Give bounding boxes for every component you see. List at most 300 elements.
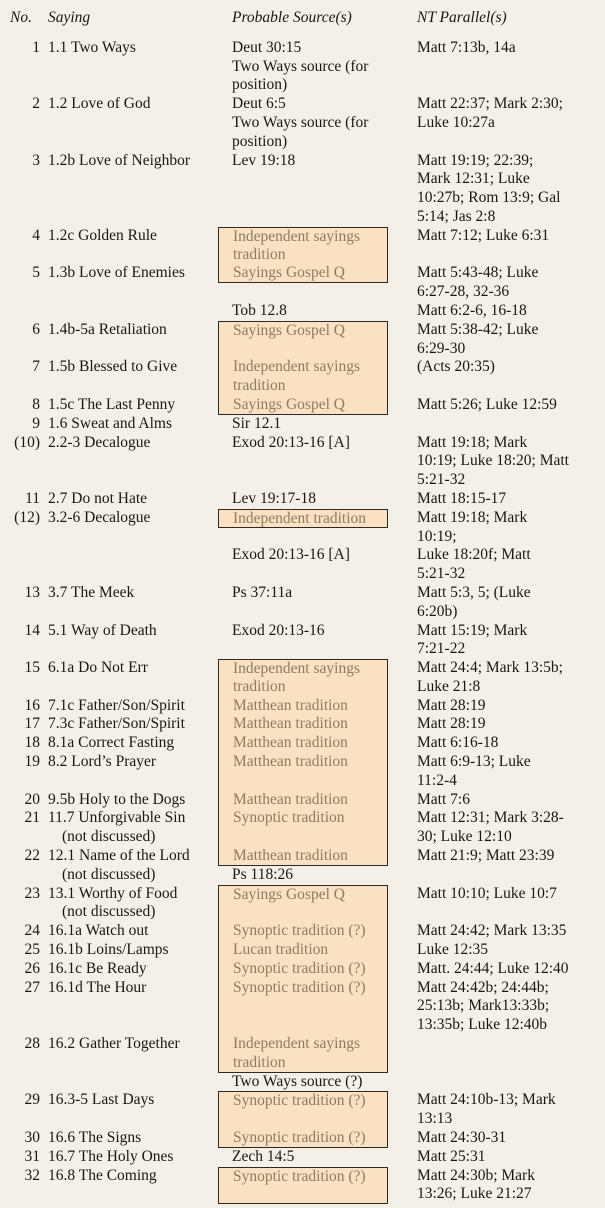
nt-parallel-line xyxy=(388,58,605,77)
nt-parallel-cell xyxy=(388,434,605,490)
nt-parallel-line: Matt 25:31 xyxy=(417,1147,486,1165)
source-cell xyxy=(218,1091,388,1129)
no-value xyxy=(8,828,48,847)
source-cell xyxy=(218,809,388,847)
saying-cell xyxy=(48,715,218,734)
saying-cell xyxy=(48,941,218,960)
source-line: Synoptic tradition (?) xyxy=(218,960,388,979)
nt-parallel-line xyxy=(388,1073,605,1092)
nt-parallel-line: 5:14; Jas 2:8 xyxy=(417,207,496,225)
source-line: Zech 14:5 xyxy=(232,1147,295,1165)
no-value xyxy=(8,302,48,321)
nt-parallel-line: Matt 24:30-31 xyxy=(417,1129,507,1147)
nt-parallel-line xyxy=(388,1054,605,1073)
source-line xyxy=(218,1185,388,1204)
nt-parallel-cell xyxy=(388,847,605,885)
no-cell xyxy=(8,1035,48,1073)
source-cell xyxy=(218,697,388,716)
source-line: tradition xyxy=(218,678,388,697)
source-line: position) xyxy=(232,132,288,150)
nt-parallel-line: 10:19; xyxy=(417,527,457,545)
source-line: tradition xyxy=(218,377,388,396)
nt-parallel-cell xyxy=(388,264,605,302)
source-line xyxy=(218,283,388,302)
source-cell xyxy=(218,415,388,434)
saying-line: 16.1d The Hour xyxy=(48,978,147,996)
table-row xyxy=(8,434,605,490)
nt-parallel-cell xyxy=(388,622,605,660)
source-line xyxy=(218,1110,388,1129)
saying-line: 2.7 Do not Hate xyxy=(48,489,148,507)
source-line xyxy=(218,170,388,189)
nt-parallel-line: Matt 24:42; Mark 13:35 xyxy=(417,922,567,940)
no-value xyxy=(8,377,48,396)
table-row xyxy=(8,321,605,359)
source-cell xyxy=(218,490,388,509)
saying-line: 1.4b-5a Retaliation xyxy=(48,320,167,338)
saying-line: 16.2 Gather Together xyxy=(48,1035,180,1053)
no-cell xyxy=(8,302,48,321)
nt-parallel-line: Matt 24:42b; 24:44b; xyxy=(417,978,549,996)
no-value xyxy=(8,58,48,77)
nt-parallel-line xyxy=(388,903,605,922)
table-row xyxy=(8,584,605,622)
source-line: Exod 20:13-16 [A] xyxy=(232,433,350,451)
no-value xyxy=(8,471,48,490)
saying-line xyxy=(48,452,218,471)
saying-cell xyxy=(48,1148,218,1167)
source-cell xyxy=(218,622,388,660)
no-cell xyxy=(8,490,48,509)
source-cell xyxy=(218,396,388,415)
saying-cell xyxy=(48,264,218,302)
no-cell xyxy=(8,1167,48,1205)
table-row xyxy=(8,847,605,885)
no-value: 2 xyxy=(32,95,40,113)
saying-cell xyxy=(48,584,218,622)
no-value xyxy=(8,452,48,471)
nt-parallel-cell xyxy=(388,734,605,753)
source-cell xyxy=(218,960,388,979)
source-line: Synoptic tradition (?) xyxy=(218,922,388,941)
nt-parallel-line: Matt 19:18; Mark xyxy=(417,508,528,526)
no-value xyxy=(8,866,48,885)
source-line: tradition xyxy=(218,1054,388,1073)
nt-parallel-cell xyxy=(388,302,605,321)
saying-line: 16.1c Be Ready xyxy=(48,959,147,977)
table-row xyxy=(8,1073,605,1092)
source-cell xyxy=(218,1035,388,1073)
no-value: 29 xyxy=(24,1091,40,1109)
no-value xyxy=(8,208,48,227)
nt-parallel-line: Matt 6:2-6, 16-18 xyxy=(417,301,527,319)
nt-parallel-cell xyxy=(388,415,605,434)
source-cell xyxy=(218,264,388,302)
no-cell xyxy=(8,1129,48,1148)
no-cell xyxy=(8,809,48,847)
source-line: Synoptic tradition (?) xyxy=(218,1167,388,1186)
nt-parallel-cell xyxy=(388,152,605,227)
nt-parallel-line: 5:21-32 xyxy=(417,565,466,583)
no-cell xyxy=(8,979,48,1035)
no-value xyxy=(8,1185,48,1204)
nt-parallel-line: Matt 5:38-42; Luke xyxy=(417,320,539,338)
saying-line: 8.1a Correct Fasting xyxy=(48,734,175,752)
source-line: Lev 19:18 xyxy=(232,151,296,169)
nt-parallel-line xyxy=(388,76,605,95)
nt-parallel-line: Matt 6:9-13; Luke xyxy=(417,753,531,771)
source-line xyxy=(218,189,388,208)
nt-parallel-line: (Acts 20:35) xyxy=(417,358,495,376)
table-row xyxy=(8,1167,605,1205)
table-row xyxy=(8,941,605,960)
no-value: 23 xyxy=(24,884,40,902)
table-row xyxy=(8,734,605,753)
no-value: 1 xyxy=(32,38,40,56)
nt-parallel-line: 25:13b; Mark13:33b; xyxy=(417,997,550,1015)
saying-cell xyxy=(48,960,218,979)
saying-line: 2.2-3 Decalogue xyxy=(48,433,151,451)
source-line: tradition xyxy=(218,246,388,265)
table-row xyxy=(8,358,605,396)
no-value: 15 xyxy=(24,659,40,677)
source-line: Deut 6:5 xyxy=(232,95,286,113)
source-line: Two Ways source (?) xyxy=(232,1072,363,1090)
table-row xyxy=(8,415,605,434)
no-value xyxy=(8,678,48,697)
no-cell xyxy=(8,95,48,151)
source-line xyxy=(218,640,388,659)
saying-line xyxy=(48,58,218,77)
saying-cell xyxy=(48,490,218,509)
saying-line: 1.2 Love of God xyxy=(48,95,151,113)
no-cell xyxy=(8,734,48,753)
saying-line xyxy=(48,528,218,547)
no-cell xyxy=(8,152,48,227)
saying-line xyxy=(48,114,218,133)
source-line: Synoptic tradition (?) xyxy=(218,979,388,998)
nt-parallel-cell xyxy=(388,1167,605,1205)
nt-parallel-cell xyxy=(388,358,605,396)
table-row xyxy=(8,697,605,716)
saying-line: (not discussed) xyxy=(62,903,156,921)
nt-parallel-cell xyxy=(388,697,605,716)
no-value xyxy=(8,114,48,133)
saying-cell xyxy=(48,302,218,321)
saying-line: 6.1a Do Not Err xyxy=(48,659,148,677)
no-value: 11 xyxy=(25,489,40,507)
table-row xyxy=(8,809,605,847)
no-cell xyxy=(8,396,48,415)
saying-line: 3.7 The Meek xyxy=(48,583,135,601)
saying-line xyxy=(48,1054,218,1073)
column-header-probable-sources: Probable Source(s) xyxy=(232,9,352,26)
source-line xyxy=(218,528,388,547)
source-line: Two Ways source (for xyxy=(232,113,369,131)
table-row xyxy=(8,509,605,547)
nt-parallel-line: Matt 28:19 xyxy=(417,715,486,733)
no-cell xyxy=(8,1091,48,1129)
table-row xyxy=(8,960,605,979)
no-cell xyxy=(8,358,48,396)
saying-line xyxy=(48,640,218,659)
no-value: 27 xyxy=(24,978,40,996)
saying-line: 16.8 The Coming xyxy=(48,1166,157,1184)
nt-parallel-line: Luke 18:20f; Matt xyxy=(417,546,531,564)
source-cell xyxy=(218,715,388,734)
no-value: 18 xyxy=(24,734,40,752)
nt-parallel-cell xyxy=(388,584,605,622)
saying-cell xyxy=(48,152,218,227)
table-row xyxy=(8,979,605,1035)
nt-parallel-line: Luke 10:27a xyxy=(417,113,495,131)
no-value: 5 xyxy=(32,264,40,282)
saying-cell xyxy=(48,509,218,547)
no-value: 24 xyxy=(24,922,40,940)
nt-parallel-line: Matt 7:13b, 14a xyxy=(417,38,516,56)
saying-line: 1.2b Love of Neighbor xyxy=(48,151,191,169)
no-value xyxy=(8,170,48,189)
nt-parallel-line: Matt 24:4; Mark 13:5b; xyxy=(417,659,563,677)
no-value xyxy=(8,246,48,265)
saying-line: 9.5b Holy to the Dogs xyxy=(48,790,186,808)
source-line: Matthean tradition xyxy=(218,715,388,734)
source-line: Independent tradition xyxy=(218,509,388,528)
nt-parallel-line: 10:19; Luke 18:20; Matt xyxy=(417,452,569,470)
source-line: Deut 30:15 xyxy=(232,38,302,56)
source-cell xyxy=(218,584,388,622)
no-value xyxy=(8,903,48,922)
source-line: Tob 12.8 xyxy=(232,301,287,319)
saying-cell xyxy=(48,1091,218,1129)
table-row xyxy=(8,152,605,227)
source-line: Matthean tradition xyxy=(218,753,388,772)
saying-cell xyxy=(48,1129,218,1148)
nt-parallel-cell xyxy=(388,1129,605,1148)
saying-line xyxy=(48,76,218,95)
nt-parallel-line: 10:27b; Rom 13:9; Gal xyxy=(417,189,561,207)
saying-cell xyxy=(48,697,218,716)
saying-line: 11.7 Unforgivable Sin xyxy=(48,809,186,827)
source-line: Matthean tradition xyxy=(218,734,388,753)
saying-cell xyxy=(48,396,218,415)
source-line: Sayings Gospel Q xyxy=(218,321,388,340)
no-cell xyxy=(8,753,48,791)
no-cell xyxy=(8,227,48,265)
nt-parallel-cell xyxy=(388,715,605,734)
no-cell xyxy=(8,1148,48,1167)
nt-parallel-line: 6:27-28, 32-36 xyxy=(417,283,510,301)
no-cell xyxy=(8,960,48,979)
table-row xyxy=(8,885,605,923)
no-value xyxy=(8,772,48,791)
no-value: 30 xyxy=(24,1129,40,1147)
source-cell xyxy=(218,1167,388,1205)
no-cell xyxy=(8,922,48,941)
nt-parallel-line: 11:2-4 xyxy=(417,771,457,789)
table-row xyxy=(8,1129,605,1148)
source-cell xyxy=(218,152,388,227)
no-cell xyxy=(8,509,48,547)
nt-parallel-cell xyxy=(388,1091,605,1129)
table-row xyxy=(8,1035,605,1073)
saying-cell xyxy=(48,791,218,810)
saying-line xyxy=(48,471,218,490)
nt-parallel-line: Matt 6:16-18 xyxy=(417,734,499,752)
table-row xyxy=(8,546,605,584)
no-value xyxy=(8,283,48,302)
saying-line: 16.6 The Signs xyxy=(48,1129,142,1147)
nt-parallel-line: Luke 21:8 xyxy=(417,677,481,695)
source-line: Synoptic tradition xyxy=(218,809,388,828)
table-row xyxy=(8,715,605,734)
saying-line: 12.1 Name of the Lord xyxy=(48,847,190,865)
nt-parallel-line xyxy=(388,377,605,396)
saying-cell xyxy=(48,358,218,396)
saying-line: 7.1c Father/Son/Spirit xyxy=(48,696,185,714)
source-line xyxy=(218,208,388,227)
saying-line xyxy=(48,603,218,622)
saying-line xyxy=(48,283,218,302)
nt-parallel-line: Matt 22:37; Mark 2:30; xyxy=(417,95,563,113)
saying-line xyxy=(48,546,218,565)
saying-line xyxy=(48,189,218,208)
column-header-nt-parallels: NT Parallel(s) xyxy=(417,9,507,26)
saying-cell xyxy=(48,922,218,941)
no-cell xyxy=(8,791,48,810)
nt-parallel-cell xyxy=(388,39,605,95)
table-row xyxy=(8,791,605,810)
no-value: 20 xyxy=(24,790,40,808)
saying-line: 13.1 Worthy of Food xyxy=(48,884,178,902)
source-line xyxy=(218,340,388,359)
saying-cell xyxy=(48,321,218,359)
nt-parallel-line: Matt 15:19; Mark xyxy=(417,621,528,639)
nt-parallel-cell xyxy=(388,1035,605,1073)
saying-line xyxy=(48,170,218,189)
no-value: 17 xyxy=(24,715,40,733)
source-cell xyxy=(218,1073,388,1092)
source-cell xyxy=(218,791,388,810)
no-value: 32 xyxy=(24,1166,40,1184)
nt-parallel-cell xyxy=(388,941,605,960)
source-cell xyxy=(218,659,388,697)
saying-line: 3.2-6 Decalogue xyxy=(48,508,151,526)
nt-parallel-cell xyxy=(388,490,605,509)
no-cell xyxy=(8,584,48,622)
saying-cell xyxy=(48,1167,218,1205)
saying-line xyxy=(48,1073,218,1092)
saying-cell xyxy=(48,546,218,584)
source-line: Matthean tradition xyxy=(218,847,388,866)
nt-parallel-cell xyxy=(388,791,605,810)
nt-parallel-cell xyxy=(388,885,605,923)
nt-parallel-line xyxy=(388,415,605,434)
source-line: Sayings Gospel Q xyxy=(218,396,388,415)
table-body xyxy=(8,39,605,1204)
nt-parallel-line: Matt 19:19; 22:39; xyxy=(417,151,534,169)
no-value: 28 xyxy=(24,1035,40,1053)
nt-parallel-line xyxy=(388,133,605,152)
nt-parallel-line: Matt 24:30b; Mark xyxy=(417,1166,535,1184)
nt-parallel-cell xyxy=(388,509,605,547)
source-line xyxy=(218,828,388,847)
no-value xyxy=(8,640,48,659)
no-cell xyxy=(8,39,48,95)
source-line: Lev 19:17-18 xyxy=(232,489,316,507)
saying-line xyxy=(48,1110,218,1129)
saying-line xyxy=(48,340,218,359)
source-line: Lucan tradition xyxy=(218,941,388,960)
nt-parallel-line: Matt 12:31; Mark 3:28- xyxy=(417,809,564,827)
source-cell xyxy=(218,39,388,95)
saying-line xyxy=(48,678,218,697)
table-row xyxy=(8,753,605,791)
saying-cell xyxy=(48,1073,218,1092)
source-cell xyxy=(218,302,388,321)
nt-parallel-cell xyxy=(388,1073,605,1092)
source-line: Independent sayings xyxy=(218,659,388,678)
no-value: 13 xyxy=(24,583,40,601)
saying-line xyxy=(48,1016,218,1035)
source-cell xyxy=(218,509,388,547)
saying-line: 7.3c Father/Son/Spirit xyxy=(48,715,185,733)
saying-cell xyxy=(48,1035,218,1073)
nt-parallel-line: Matt 5:43-48; Luke xyxy=(417,264,539,282)
source-cell xyxy=(218,885,388,923)
nt-parallel-line: 13:13 xyxy=(417,1110,453,1128)
saying-cell xyxy=(48,885,218,923)
nt-parallel-line: 30; Luke 12:10 xyxy=(417,828,512,846)
source-line: position) xyxy=(232,76,288,94)
no-value: 3 xyxy=(32,151,40,169)
no-cell xyxy=(8,885,48,923)
saying-cell xyxy=(48,622,218,660)
source-line: Matthean tradition xyxy=(218,791,388,810)
nt-parallel-cell xyxy=(388,95,605,151)
nt-parallel-line: Luke 12:35 xyxy=(417,941,489,959)
no-value: 31 xyxy=(24,1147,40,1165)
nt-parallel-line: Mark 12:31; Luke xyxy=(417,170,530,188)
saying-cell xyxy=(48,809,218,847)
no-cell xyxy=(8,1073,48,1092)
no-value xyxy=(8,528,48,547)
source-cell xyxy=(218,434,388,490)
saying-line: 1.2c Golden Rule xyxy=(48,226,157,244)
no-cell xyxy=(8,546,48,584)
nt-parallel-cell xyxy=(388,979,605,1035)
no-cell xyxy=(8,415,48,434)
no-value: (10) xyxy=(14,433,40,451)
source-cell xyxy=(218,941,388,960)
saying-line xyxy=(48,377,218,396)
nt-parallel-line: Matt 21:9; Matt 23:39 xyxy=(417,847,555,865)
source-cell xyxy=(218,922,388,941)
source-line xyxy=(218,997,388,1016)
saying-line xyxy=(48,246,218,265)
nt-parallel-cell xyxy=(388,227,605,265)
source-cell xyxy=(218,1148,388,1167)
no-value xyxy=(8,1016,48,1035)
nt-parallel-line xyxy=(388,1035,605,1054)
no-value: 7 xyxy=(32,358,40,376)
no-cell xyxy=(8,847,48,885)
source-line xyxy=(218,1016,388,1035)
table-row xyxy=(8,1091,605,1129)
source-line: Sayings Gospel Q xyxy=(218,264,388,283)
nt-parallel-line: Matt 7:6 xyxy=(417,790,470,808)
source-line: Synoptic tradition (?) xyxy=(218,1091,388,1110)
